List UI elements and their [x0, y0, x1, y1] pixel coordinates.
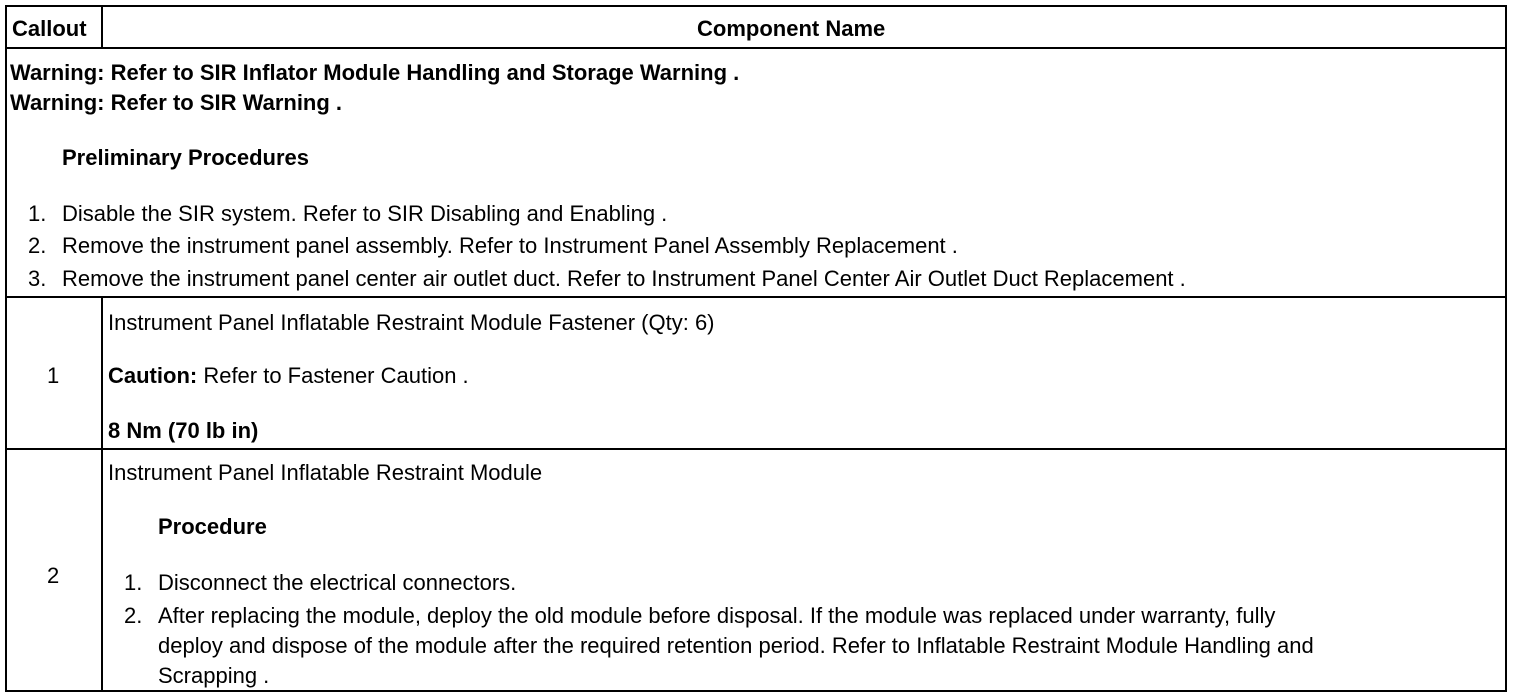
header-divider [101, 7, 103, 47]
preliminary-heading: Preliminary Procedures [62, 145, 310, 170]
row-1-torque: 8 Nm (70 lb in) [108, 418, 259, 443]
component-table [5, 5, 1507, 692]
caution-text: Refer to Fastener Caution . [197, 363, 469, 388]
header-rule [7, 47, 1505, 49]
prelim-step-1-num: 1. [28, 201, 47, 226]
proc-step-2-line-3: Scrapping . [158, 663, 270, 688]
proc-step-2-line-2: deploy and dispose of the module after the required retention period. Refer to Inflatable Restraint Module Handling and [158, 633, 1314, 658]
warning-inflator: Warning: Refer to SIR Inflator Module Handling and Storage Warning . [10, 60, 740, 85]
component-name-header: Component Name [697, 16, 886, 41]
prelim-step-2-num: 2. [28, 233, 47, 258]
row-2-name: Instrument Panel Inflatable Restraint Module [108, 460, 543, 485]
row-2-callout: 2 [47, 563, 60, 588]
prelim-step-2-text: Remove the instrument panel assembly. Refer to Instrument Panel Assembly Replacement . [62, 233, 958, 258]
row-1-caution [108, 363, 469, 389]
row-1-name: Instrument Panel Inflatable Restraint Module Fastener (Qty: 6) [108, 310, 715, 335]
prelim-step-3-num: 3. [28, 266, 47, 291]
caution-label: Caution: [108, 363, 198, 388]
warning-sir: Warning: Refer to SIR Warning . [10, 90, 343, 115]
proc-step-1-num: 1. [124, 570, 143, 595]
procedure-heading: Procedure [158, 514, 267, 539]
proc-step-2-num: 2. [124, 603, 143, 628]
proc-step-2-line-1: After replacing the module, deploy the old module before disposal. If the module was replaced under warranty, fully [158, 603, 1276, 628]
prelim-step-1-text: Disable the SIR system. Refer to SIR Disabling and Enabling . [62, 201, 668, 226]
prelim-rule [7, 296, 1505, 298]
callout-column-divider [101, 296, 103, 692]
row-1-rule [7, 448, 1505, 450]
prelim-step-3-text: Remove the instrument panel center air outlet duct. Refer to Instrument Panel Center Air Outlet Duct Replacement . [62, 266, 1186, 291]
row-1-callout: 1 [47, 363, 60, 388]
callout-header: Callout [12, 16, 87, 41]
proc-step-1-text: Disconnect the electrical connectors. [158, 570, 517, 595]
